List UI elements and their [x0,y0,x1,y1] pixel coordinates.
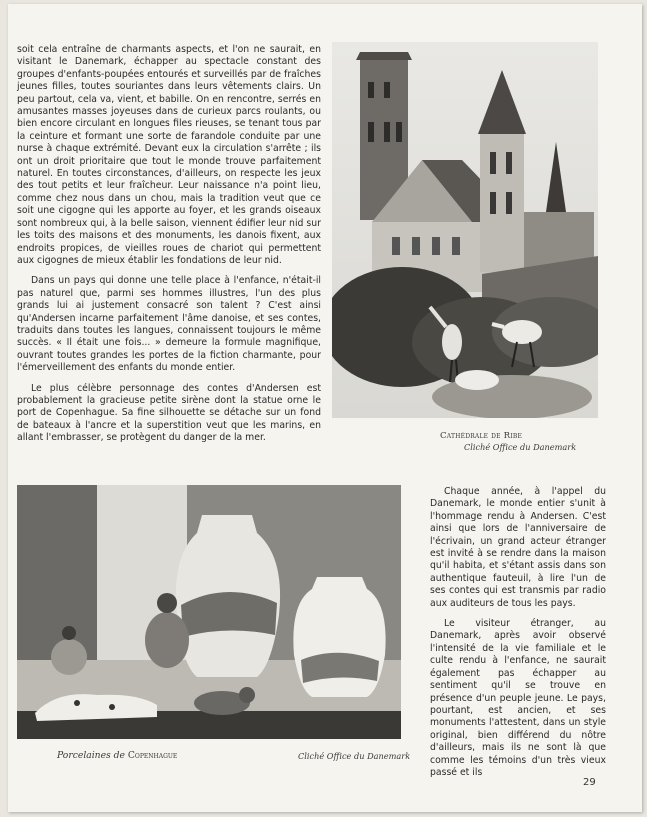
page-number: 29 [583,777,596,788]
porcelain-caption-credit: Cliché Office du Danemark [298,751,411,761]
paragraph: Le visiteur étranger, au Danemark, après avoir observé l'intensité de la vie familiale et le culte rendu à l'enfance, ne saurait également pas échapper au sentiment qu'il se trouve en présence d'un peuple jeune. Le pays, pourtant, est ancien, et ses monuments l'attestent, dans un style original, bien différend du nôtre d'ailleurs, mais ils ne sont là que comme les témoins d'un très vieux passé et ils [430,618,606,778]
cathedral-caption-title: Cathédrale de Ribe [440,431,523,441]
text-column-top-left [17,44,321,453]
porcelain-caption-title [57,750,177,761]
porcelain-caption-city: Copenhague [127,750,178,761]
paragraph: Chaque année, à l'appel du Danemark, le monde entier s'unit à l'hommage rendu à Andersen. C'est ainsi que lors de l'anniversaire de l'écrivain, un grand acteur étranger est invité à se rendre dans la maison qu'il habita, et s'étant assis dans son authentique fauteuil, à lire l'un de ses contes qui est transmis par radio aux auditeurs de tous les pays. [430,486,606,609]
paragraph: Le plus célèbre personnage des contes d'Andersen est probablement la gracieuse petite sirène dont la statue orne le port de Copenhague. Sa fine silhouette se détache sur un fond de bateaux à l'ancre et la superstition veut que les marins, en allant l'embrasser, se protègent du danger de la mer. [17,382,321,444]
paragraph: soit cela entraîne de charmants aspects, et l'on ne saurait, en visitant le Danemark, échapper au spectacle constant des groupes d'enfants-poupées entourés et surveillés par de fraîches jeunes filles, toutes souriantes dans leurs vêtements clairs. Un peu partout, cela va, vient, et babille. On en rencontre, serrés en amusantes masses joyeuses dans de curieux parcs roulants, ou bien encore circulant en longues files rieuses, se tenant tous par la ceinture et formant une sorte de farandole conduite par une nurse à chaque extrémité. Devant eux la circulation s'arrête ; ils ont un droit prioritaire que tout le monde trouve parfaitement naturel. En toutes circonstances, d'ailleurs, on respecte les jeux des tout petits et leur fraîcheur. Leur naissance n'a point lieu, comme chez nous dans un chou, mais la tradition veut que ce soit une cigogne qui les apporte au foyer, et les grands oiseaux sont nombreux qui, à la belle saison, viennent édifier leur nid sur les toits des maisons et des monuments, les danois fixent, aux endroits propices, de vieilles roues de chariot qui permettent aux cigognes de mieux établir les fondations de leur nid. [17,44,321,266]
cathedral-caption-credit: Cliché Office du Danemark [464,442,577,452]
text-column-bottom-right [430,486,606,787]
porcelain-caption-italic: Porcelaines de [57,750,125,761]
cathedral-photo [332,42,598,418]
porcelain-photo [17,485,401,739]
paragraph: Dans un pays qui donne une telle place à l'enfance, n'était-il pas naturel que, parmi ses hommes illustres, l'un des plus grands lui ai justement consacré son talent ? C'est ainsi qu'Andersen incarne parfaitement l'âme danoise, et ses contes, traduits dans toutes les langues, connaissent toujours le même succès. « Il était une fois... » demeure la formule magnifique, ouvrant toutes grandes les portes de la fiction charmante, pour l'émerveillement des enfants du monde entier. [17,275,321,374]
